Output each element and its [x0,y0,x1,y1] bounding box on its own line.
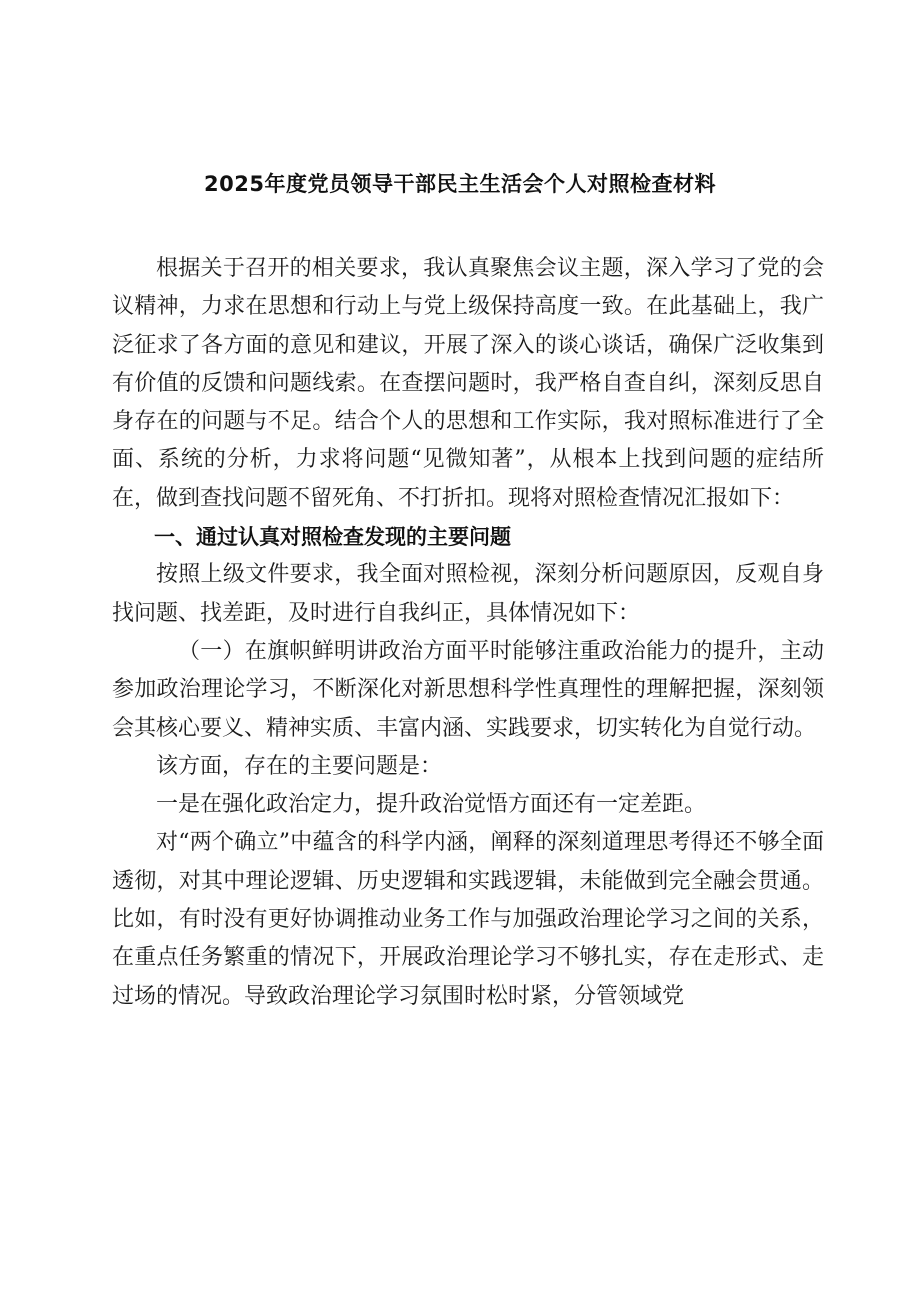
problem-1-paragraph: 一是在强化政治定力，提升政治觉悟方面还有一定差距。 [156,792,707,818]
document-title: 2025年度党员领导干部民主生活会个人对照检查材料 [204,172,716,196]
subsection-paragraph-1: （一）在旗帜鲜明讲政治方面平时能够注重政治能力的提升，主动参加政治理论学习，不断深化对新思想科学性真理性的理解把握，深刻领会其核心要义、精神实质、丰富内涵、实践要求，切实转化为自觉行动。 [112,638,824,741]
problems-lead-paragraph: 该方面，存在的主要问题是： [156,753,443,779]
section-intro-paragraph: 按照上级文件要求，我全面对照检视，深刻分析问题原因，反观自身找问题、找差距，及时进行自我纠正，具体情况如下： [112,562,824,626]
intro-paragraph: 根据关于召开的相关要求，我认真聚焦会议主题，深入学习了党的会议精神，力求在思想和行动上与党上级保持高度一致。在此基础上，我广泛征求了各方面的意见和建议，开展了深入的谈心谈话，确保广泛收集到有价值的反馈和问题线索。在查摆问题时，我严格自查自纠，深刻反思自身存在的问题与不足。结合个人的思想和工作实际，我对照标准进行了全面、系统的分析，力求将问题“见微知著”，从根本上找到问题的症结所在，做到查找问题不留死角、不打折扣。现将对照检查情况汇报如下： [112,256,824,511]
section-heading-1: 一、通过认真对照检查发现的主要问题 [154,525,511,550]
document-body [112,250,824,1016]
problem-1-detail-paragraph: 对“两个确立”中蕴含的科学内涵，阐释的深刻道理思考得还不够全面透彻，对其中理论逻辑、历史逻辑和实践逻辑，未能做到完全融会贯通。比如，有时没有更好协调推动业务工作与加强政治理论学习之间的关系，在重点任务繁重的情况下，开展政治理论学习不够扎实，存在走形式、走过场的情况。导致政治理论学习氛围时松时紧，分管领域党 [112,830,824,1009]
